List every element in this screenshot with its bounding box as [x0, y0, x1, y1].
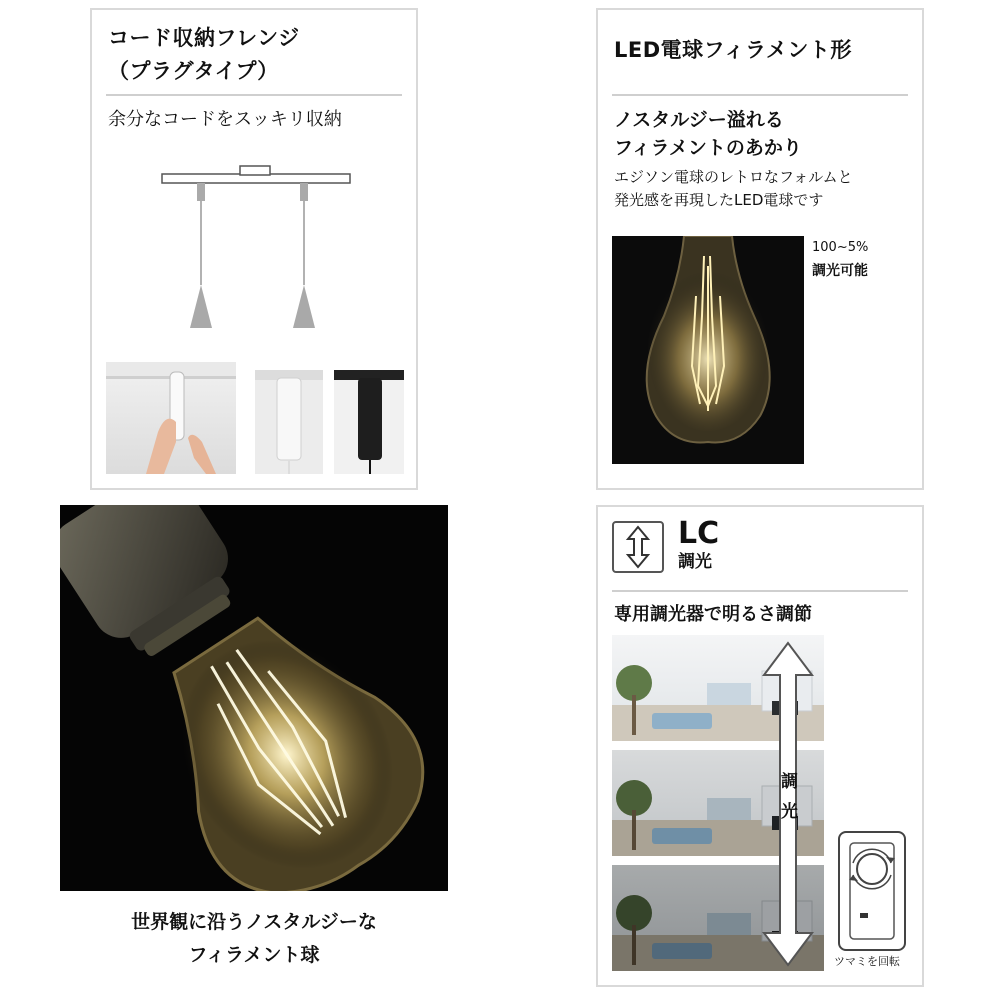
arrow-label-1: 調	[781, 772, 798, 792]
filament-description-line2: 発光感を再現したLED電球です	[614, 191, 824, 209]
black-flange-photo	[334, 370, 404, 474]
dimming-badge-text: 調光	[678, 552, 712, 572]
switch-caption: ツマミを回転	[834, 955, 900, 968]
pendant-illustration	[152, 160, 352, 340]
filament-caption-line1: 世界観に沿うノスタルジーな	[131, 911, 377, 933]
cord-flange-title-line1: コード収納フレンジ	[108, 26, 300, 50]
dimming-separator	[612, 590, 908, 592]
cord-flange-panel	[90, 8, 418, 490]
dimmable-label: 調光可能	[812, 263, 868, 279]
dimming-panel	[596, 505, 924, 987]
nostalgia-heading-line2: フィラメントのあかり	[614, 137, 802, 159]
dimmer-knob-icon	[840, 833, 904, 949]
filament-description	[614, 166, 853, 212]
dim-range-label: 100~5%	[812, 240, 869, 255]
dimming-code: LC	[678, 516, 720, 551]
led-filament-panel	[596, 8, 924, 490]
led-filament-separator	[612, 94, 908, 96]
cord-flange-title	[108, 22, 300, 88]
filament-bulb-photo	[612, 236, 804, 464]
nostalgia-heading-line1: ノスタルジー溢れる	[614, 109, 784, 131]
cord-flange-subtitle: 余分なコードをスッキリ収納	[108, 109, 342, 130]
cord-flange-title-line2: （プラグタイプ）	[108, 59, 279, 83]
dimming-heading: 専用調光器で明るさ調節	[614, 604, 812, 625]
filament-description-line1: エジソン電球のレトロなフォルムと	[614, 168, 853, 186]
cord-flange-separator	[106, 94, 402, 96]
updown-arrow-icon	[614, 523, 662, 571]
large-bulb-photo	[60, 505, 448, 891]
white-flange-photo	[255, 370, 323, 474]
filament-caption	[60, 906, 448, 972]
arrow-label-2: 光	[781, 802, 798, 822]
dimming-badge-box	[612, 521, 664, 573]
led-filament-title: LED電球フィラメント形	[614, 38, 852, 62]
dimmer-switch	[838, 831, 906, 951]
install-hands-photo	[106, 362, 236, 474]
nostalgia-heading	[614, 106, 802, 162]
filament-caption-line2: フィラメント球	[188, 944, 320, 966]
